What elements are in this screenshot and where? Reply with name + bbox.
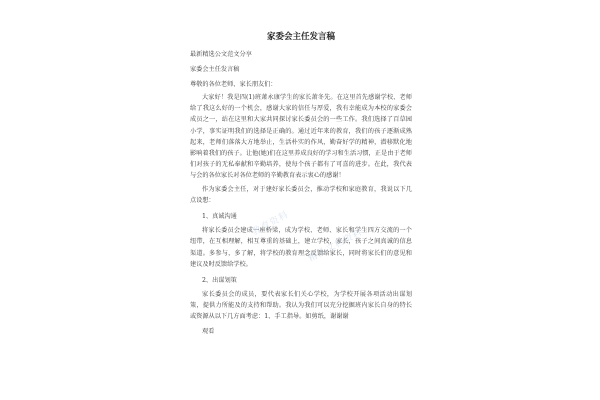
section-text-communication: 将家长委员会建成一座桥梁，成为学校、老师、家长和学生四方交流的一个纽带，在互相理解，相互尊重的基础上，建立学校，家长，孩子之间真诚的信息渠道。多参与，多了解，将学校的教育理念反馈给家长，同时将家长们的意见和建议及时反馈给学校。: [190, 227, 412, 268]
meta-source: 最新精选公文范文分享: [190, 51, 252, 58]
section-heading-advice: 2、出谋划策: [202, 276, 237, 284]
watermark-text-secondary: 精品文档资料: [306, 227, 365, 265]
salutation: 尊敬的各位老师、家长朋友们：: [190, 81, 277, 89]
paragraph-intro: 大家好！我是四(1)班萧永康学生的家长萧冬先。在这里首先感谢学校、老师给了我这么好的一个机会，感谢大家的信任与厚爱，我有幸能成为本校的家委会成员之一，站在这里和大家共同探讨家长委员会的一些工作。我们选择了百草园小学，事实证明我们的选择是正确的。通过近年来的教育，我们的孩子逐渐成熟起来，老师们落落大方地举止，生活朴实的作风，勤奋好学的精神，潜移默化地影响着我们的孩子。让他(她)们在这里养成良好的学习和生活习惯，正是由于老师们对孩子的无私奉献和辛勤培养，使每个孩子都有了可喜的进步。在此，我代表与会的各位家长对各位老师的辛勤教育表示衷心的感谢！: [190, 94, 412, 179]
meta-subtitle: 家委会主任发言稿: [190, 66, 240, 74]
watermark-text: 教育资料: [250, 210, 291, 238]
paragraph-proposal: 作为家委会主任，对于建好家长委员会，推动学校和家庭教育，我说以下几点设想：: [190, 186, 412, 205]
section-text-advice: 家长委员会的成员，要代表家长们关心学校，为学校开展各项活动出谋划策，提供力所能及的支持和帮助。我认为我们可以充分挖掘班内家长自身的特长或资源从以下几方面考虑：1、手工指导。如剪纸，谢谢谢: [190, 290, 412, 320]
section-heading-communication: 1、真诚沟通: [202, 213, 237, 221]
document-body: [190, 30, 412, 343]
closing-text: 观看: [202, 328, 215, 336]
document-title: 家委会主任发言稿: [266, 32, 335, 42]
